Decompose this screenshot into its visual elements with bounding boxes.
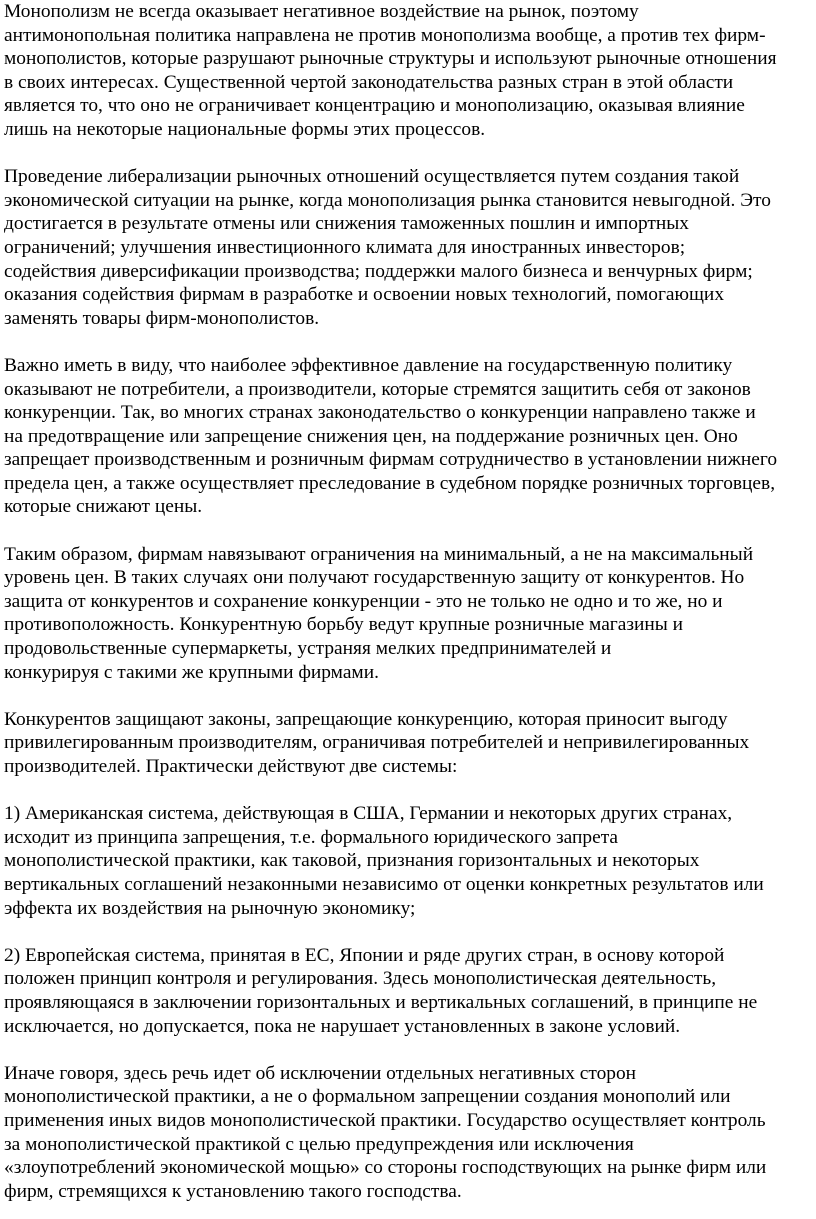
paragraph-price-limits: Таким образом, фирмам навязывают ограничения на минимальный, а не на максимальный уровень цен. В таких случаях они получают государственную защиту от конкурентов. Но защита от конкурентов и сохранение конкуренции - это не только не одно и то же, но и противоположность. Конкурентную борьбу ведут крупные розничные магазины и продовольственные супермаркеты, устраняя мелких предпринимателей и конкурируя с такими же крупными фирмами. <box>4 543 754 683</box>
paragraph-two-systems: Конкурентов защищают законы, запрещающие конкуренцию, которая приносит выгоду привилегированным производителям, ограничивая потребителей и непривилегированных производителей. Практически действуют две системы: <box>4 708 750 777</box>
paragraph-monopolism-intro: Монополизм не всегда оказывает негативное воздействие на рынок, поэтому антимонопольная политика направлена не против монополизма вообще, а против тех фирм- монополистов, которые разрушают рыночные структуры и используют рыночные отношения в своих интересах. Существенной чертой законодательства разных стран в этой области является то, что оно не ограничивает концентрацию и монополизацию, оказывая влияние лишь на некоторые национальные формы этих процессов. <box>4 1 777 140</box>
paragraph-state-control: Иначе говоря, здесь речь идет об исключении отдельных негативных сторон монополистической практики, а не о формальном запрещении создания монополий или применения иных видов монополистической практики. Государство осуществляет контроль за монополистической практикой с целью предупреждения или исключения «злоупотреблений экономической мощью» со стороны господствующих на рынке фирм или фирм, стремящихся к установлению такого господства. <box>4 1062 767 1202</box>
paragraph-liberalization: Проведение либерализации рыночных отношений осуществляется путем создания такой экономической ситуации на рынке, когда монополизация рынка становится невыгодной. Это достигается в результате отмены или снижения таможенных пошлин и импортных ограничений; улучшения инвестиционного климата для иностранных инвесторов; содействия диверсификации производства; поддержки малого бизнеса и венчурных фирм; оказания содействия фирмам в разработке и освоении новых технологий, помогающих заменять товары фирм-монополистов. <box>4 166 771 329</box>
paragraph-american-system: 1) Американская система, действующая в США, Германии и некоторых других странах, исходит из принципа запрещения, т.е. формального юридического запрета монополистической практики, как таковой, признания горизонтальных и некоторых вертикальных соглашений незаконными независимо от оценки конкретных результатов или эффекта их воздействия на рыночную экономику; <box>4 803 764 919</box>
paragraph-producer-pressure: Важно иметь в виду, что наиболее эффективное давление на государственную политику оказывают не потребители, а производители, которые стремятся защитить себя от законов конкуренции. Так, во многих странах законодательство о конкуренции направлено также и на предотвращение или запрещение снижения цен, на поддержание розничных цен. Оно запрещает производственным и розничным фирмам сотрудничество в установлении нижнего предела цен, а также осуществляет преследование в судебном порядке розничных торговцев, которые снижают цены. <box>4 354 778 518</box>
paragraph-european-system: 2) Европейская система, принятая в ЕС, Японии и ряде других стран, в основу которой положен принцип контроля и регулирования. Здесь монополистическая деятельность, проявляющаяся в заключении горизонтальных и вертикальных соглашений, в принципе не исключается, но допускается, пока не нарушает установленных в законе условий. <box>4 944 758 1037</box>
